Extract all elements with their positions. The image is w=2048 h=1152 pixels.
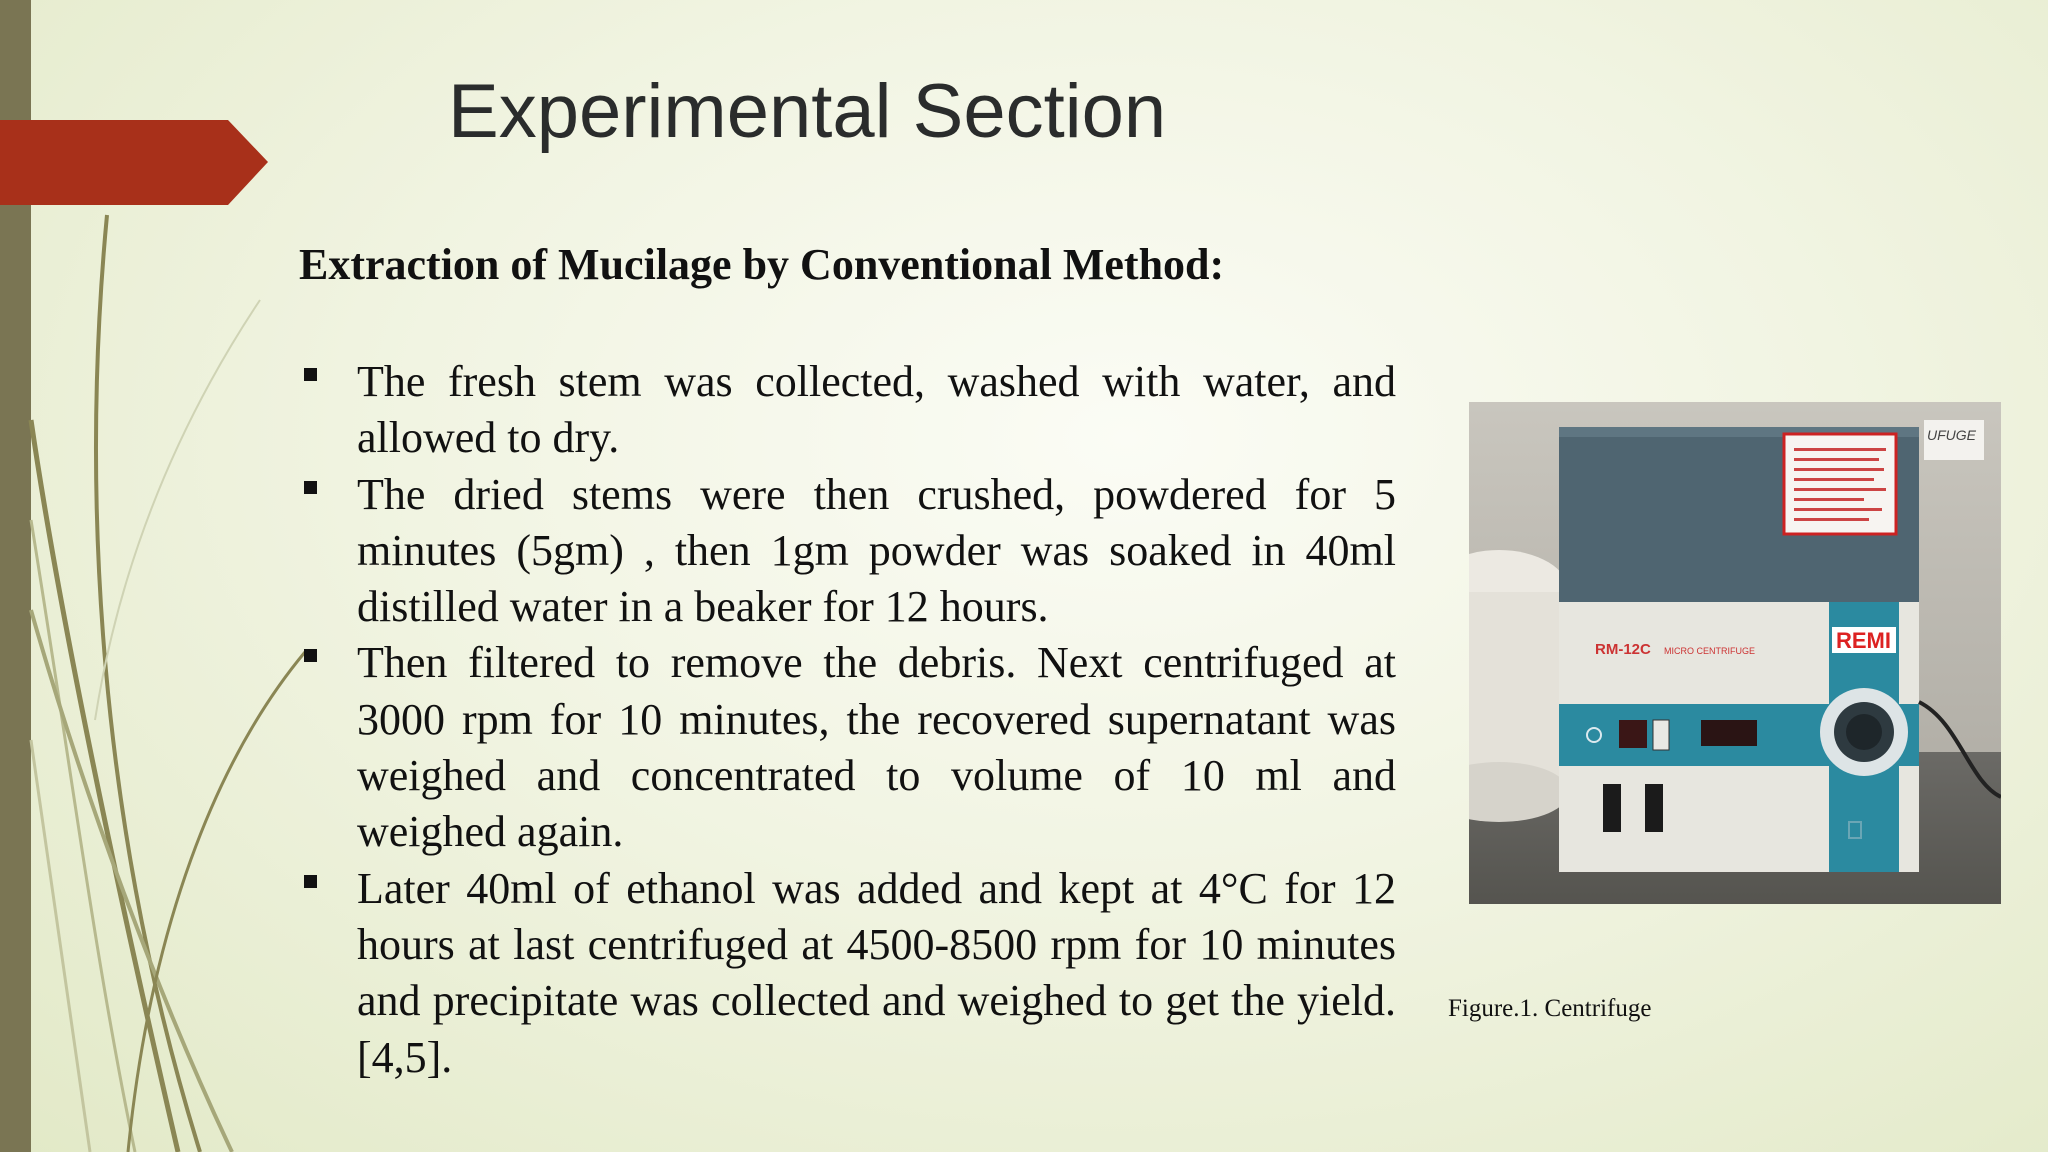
list-item (300, 635, 1396, 860)
slide-title: Experimental Section (448, 69, 1167, 154)
arrow-tab-icon (0, 120, 268, 205)
corner-label: UFUGE (1927, 427, 1976, 443)
figure-caption: Figure.1. Centrifuge (1448, 995, 1652, 1022)
list-item-text: The fresh stem was collected, washed with water, and allowed to dry. (357, 357, 1396, 463)
list-item-text: Later 40ml of ethanol was added and kept at 4°C for 12 hours at last centrifuged at 4500-8500 rpm for 10 minutes and precipitate was collected and weighed to get the yield. [4,5]. (357, 863, 1396, 1082)
list-item (300, 467, 1396, 636)
square-bullet-icon (304, 875, 317, 888)
brand-label: REMI (1836, 628, 1891, 653)
list-item (300, 861, 1396, 1086)
centrifuge-photo (1469, 402, 2001, 904)
centrifuge-illustration (1469, 402, 2001, 904)
square-bullet-icon (304, 481, 317, 494)
list-item-text: Then filtered to remove the debris. Next centrifuged at 3000 rpm for 10 minutes, the recovered supernatant was weighed and concentrated to volume of 10 ml and weighed again. (357, 638, 1396, 857)
device-type-label: MICRO CENTRIFUGE (1664, 646, 1755, 656)
square-bullet-icon (304, 649, 317, 662)
list-item-text: The dried stems were then crushed, powdered for 5 minutes (5gm) , then 1gm powder was soaked in 40ml distilled water in a beaker for 12 hours. (357, 469, 1396, 632)
list-item (300, 354, 1396, 467)
model-label: RM-12C (1595, 641, 1651, 658)
procedure-list (300, 354, 1396, 1086)
section-subtitle: Extraction of Mucilage by Conventional Method: (299, 240, 1225, 289)
square-bullet-icon (304, 368, 317, 381)
